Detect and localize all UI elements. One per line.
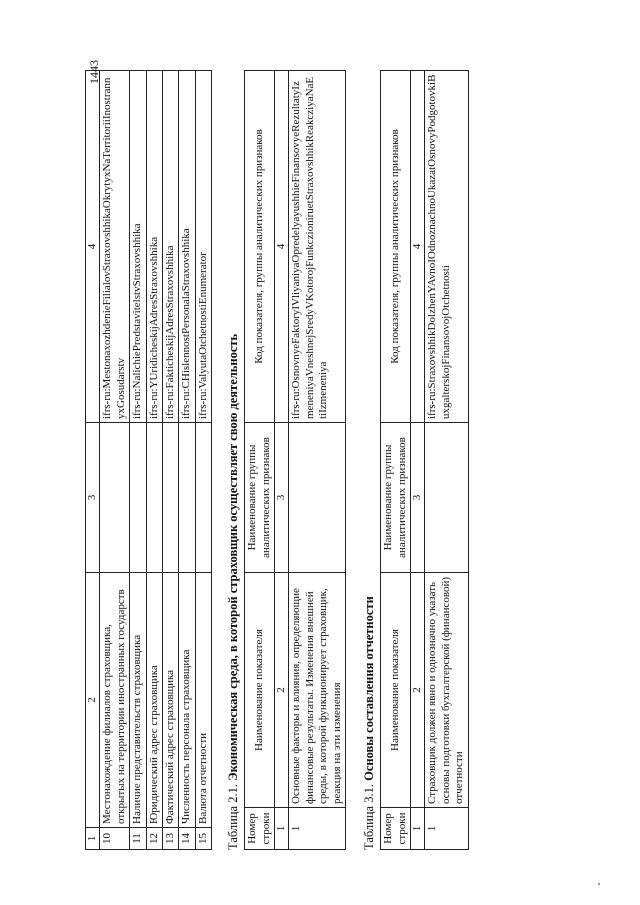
caption-title: Экономическая среда, в которой страховщик осуществляет свою деятельность — [226, 333, 241, 781]
header-row — [245, 71, 275, 850]
indicator-name: Местонахождение филиалов страховщика, открытых на территории иностранных государств — [100, 573, 130, 828]
column-number: 2 — [275, 573, 289, 808]
column-number: 4 — [275, 71, 289, 423]
group-name — [179, 423, 195, 573]
indicator-code: ifrs-ru:MestonaxozhdenieFilialovStraxovshhikaOkrytyxNaTerritoriiInostrannyxGosudarstv — [100, 71, 130, 423]
row-number: 1 — [289, 808, 346, 850]
table-3-1 — [380, 70, 468, 850]
table-row — [289, 71, 346, 850]
column-number: 4 — [86, 71, 100, 423]
row-number: 11 — [130, 828, 146, 850]
indicator-name: Наличие представительств страховщика — [130, 573, 146, 828]
indicator-code: ifrs-ru:OsnovnyeFaktoryIVliyaniyaOpredelyayushhieFinansovyeRezultatyIzmeneniyaVneshnejSredyVKotorojFunkczioniruetStraxovshhikReakcziyaNaEtiIzmeneniya — [289, 71, 346, 423]
table-continuation-body — [86, 71, 212, 850]
caption-title: Основы составления отчетности — [362, 596, 377, 781]
group-name — [163, 423, 179, 573]
indicator-name: Страховщик должен явно и однозначно указать основы подготовки бухгалтерской (финансовой) отчетности — [425, 573, 468, 808]
group-name — [100, 423, 130, 573]
indicator-code: ifrs-ru:NalichiePredstavitelstvStraxovshhika — [130, 71, 146, 423]
caption-prefix: Таблица 3.1. — [362, 784, 377, 850]
column-number-row — [275, 71, 289, 850]
header-indicator-name: Наименование показателя — [245, 573, 275, 808]
caption-prefix: Таблица 2.1. — [226, 784, 241, 850]
row-number: 13 — [163, 828, 179, 850]
group-name — [425, 423, 468, 573]
column-number: 1 — [275, 808, 289, 850]
row-number: 15 — [195, 828, 211, 850]
group-name — [130, 423, 146, 573]
indicator-code: ifrs-ru:StraxovshhikDolzhenYAvnoIOdnoznachnoUkazatOsnovyPodgotovkiBuxgalterskojFinansovojOtchetnosti — [425, 71, 468, 423]
indicator-code: ifrs-ru:YUridicheskijAdresStraxovshhika — [146, 71, 162, 423]
table-row — [195, 71, 211, 850]
header-group-name: Наименование группы аналитических признаков — [245, 423, 275, 573]
row-number: 1 — [425, 808, 468, 850]
table-caption — [226, 60, 241, 850]
table-row — [163, 71, 179, 850]
table-continuation — [85, 70, 212, 850]
table-row — [425, 71, 468, 850]
table-row — [100, 71, 130, 850]
group-name — [289, 423, 346, 573]
table-caption — [362, 60, 377, 850]
column-number: 1 — [86, 828, 100, 850]
column-number: 2 — [86, 573, 100, 828]
header-indicator-code: Код показателя, группы аналитических признаков — [245, 71, 275, 423]
header-row — [381, 71, 411, 850]
header-indicator-code: Код показателя, группы аналитических признаков — [381, 71, 411, 423]
indicator-name: Основные факторы и влияния, определяющие финансовые результаты. Изменения внешней среды, в которой функционирует страховщик, реакция на эти изменения — [289, 573, 346, 808]
header-row-number: Номер строки — [381, 808, 411, 850]
column-number: 3 — [410, 423, 424, 573]
header-group-name: Наименование группы аналитических признаков — [381, 423, 411, 573]
page-number: 1443 — [87, 60, 101, 84]
group-name — [146, 423, 162, 573]
column-number: 3 — [86, 423, 100, 573]
row-number: 10 — [100, 828, 130, 850]
indicator-code: ifrs-ru:ValyutaOtchetnostiEnumerator — [195, 71, 211, 423]
column-number: 3 — [275, 423, 289, 573]
column-number-row — [86, 71, 100, 850]
indicator-code: ifrs-ru:CHislennostPersonalaStraxovshhika — [179, 71, 195, 423]
table-row — [179, 71, 195, 850]
column-number: 4 — [410, 71, 424, 423]
scan-speck — [598, 883, 600, 885]
indicator-name: Валюта отчетности — [195, 573, 211, 828]
indicator-code: ifrs-ru:FakticheskijAdresStraxovshhika — [163, 71, 179, 423]
table-row — [146, 71, 162, 850]
column-number: 2 — [410, 573, 424, 808]
row-number: 14 — [179, 828, 195, 850]
header-row-number: Номер строки — [245, 808, 275, 850]
group-name — [195, 423, 211, 573]
header-indicator-name: Наименование показателя — [381, 573, 411, 808]
rotated-page — [85, 60, 595, 850]
indicator-name: Численность персонала страховщика — [179, 573, 195, 828]
column-number: 1 — [410, 808, 424, 850]
table-2-1 — [244, 70, 346, 850]
row-number: 12 — [146, 828, 162, 850]
column-number-row — [410, 71, 424, 850]
table-row — [130, 71, 146, 850]
indicator-name: Фактический адрес страховщика — [163, 573, 179, 828]
indicator-name: Юридический адрес страховщика — [146, 573, 162, 828]
